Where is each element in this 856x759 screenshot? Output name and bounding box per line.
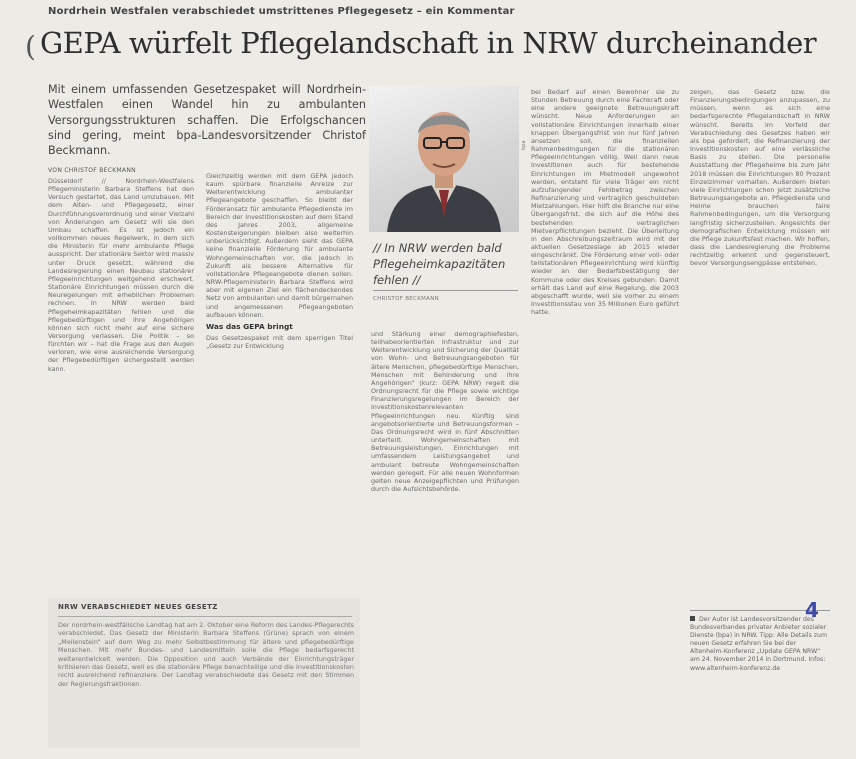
author-info-text: Der Autor ist Landesvorsitzender des Bundesverbandes privater Anbieter sozialer Dienste (bpa) in NRW. Tipp: Alle Details zum neuen Gesetz erfahren Sie bei der Altenheim-Konferenz „Update GEPA NRW“ am 24. November 2014 in Dortmund. Infos: www.altenheim-konferenz.de bbox=[690, 616, 827, 672]
quote-divider bbox=[373, 290, 518, 291]
decorative-bracket-icon: ( bbox=[25, 30, 36, 63]
pull-quote-source: CHRISTOF BECKMANN bbox=[373, 296, 440, 302]
sidebar-box-title: NRW VERABSCHIEDET NEUES GESETZ bbox=[58, 603, 218, 611]
article-column-4 bbox=[531, 88, 679, 748]
author-info bbox=[690, 616, 830, 748]
photo-credit: bpa bbox=[521, 140, 527, 150]
portrait-icon bbox=[369, 86, 519, 232]
article-author: VON CHRISTOF BECKMANN bbox=[48, 167, 136, 174]
article-lead: Mit einem umfassenden Gesetzespaket will Nordrhein-Westfalen einen Wandel hin zu ambulanten Versorgungsstrukturen schaffen. Die Erfolgschancen sind gering, meint bpa-Landesvorsitzender Christof Beckmann. bbox=[48, 83, 366, 158]
column-2-text: Gleichzeitig werden mit dem GEPA jedoch kaum spürbare finanzielle Anreize zur Weiterentwicklung ambulanter Pflegeangebote geschaffen. So bleibt der Förderansatz für ambulante Pflegedienste im Bereich der Investitionskosten auf dem Stand des Jahres 2003, allgemeine Kostensteigerungen bleiben also weiterhin unberücksichtigt. Außerdem sieht das GEPA keine finanzielle Förderung für ambulante Wohngemeinschaften vor, die jedoch in Zukunft als bessere Alternative für vollstationäre Pflegeangebote dienen sollen. NRW-Pflegeministerin Barbara Steffens wird aber mit eigenen Ziel ein flächendeckendes Netz von ambulanten und damit bürgernahen und angemessenen Pflegeangeboten aufbauen können. bbox=[206, 172, 353, 319]
handwritten-page-mark: 4 bbox=[805, 598, 819, 622]
column-3-text: und Stärkung einer demographiefesten, teilhabeorientierten Infrastruktur und zur Weiterentwicklung und Sicherung der Qualität von Wohn- und Betreuungsangeboten für ältere Menschen, pflegebedürftige Menschen, Menschen mit Behinderung und ihre Angehörigen“ (kurz: GEPA NRW) regelt die Ordnungsrecht für die Pflege sowie wichtige Finanzierungsregelungen im Bereich der investitionskostenrelevanten Pflegeeinrichtungen neu. Künftig sind angebotsorientierte und Betreuungsformen – Das Ordnungsrecht wird in fünf Abschnitten unterteilt. Wohngemeinschaften mit Betreuungsleistungen, Einrichtungen mit umfassendem Leistungsangebot und ambulant betreute Wohngemeinschaften werden geregelt. Für alle neuen Wohnformen gelten neue Anzeigepflichten und Prüfungen durch die Aufsichtsbehörde. bbox=[371, 330, 519, 493]
article-column-5 bbox=[690, 88, 830, 608]
article-column-1 bbox=[48, 177, 194, 577]
pull-quote: // In NRW werden bald Pflegeheimkapazitäten fehlen // bbox=[373, 241, 506, 287]
column-5-text: zeigen, das Gesetz bzw. die Finanzierungsbedingungen anzupassen, zu müssen, wenn es sich eine bedarfsgerechte Pflegelandschaft in NRW wünscht. Bereits im Vorfeld der Verabschiedung des Gesetzes haben wir als bpa gefordert, die Refinanzierung der Investitionskosten auf eine verlässliche Basis zu stellen. Die personelle Ausstattung der Pflegeheime bis zum Jahr 2018 müssen die Einrichtungen 80 Prozent Einzelzimmer vorhalten. Außerdem bieten viele Einrichtungen schon jetzt zusätzliche Betreuungsangebote an. Pflegedienste und Heime brauchen faire Rahmenbedingungen, um die Versorgung langfristig sicherzustellen. Angesichts der demografischen Entwicklung müssen wir die Pflege zukunftsfest machen. Wir hoffen, dass die Landesregierung die Probleme rechtzeitig erkennt und gegensteuert, bevor Versorgungsengpässe entstehen. bbox=[690, 88, 830, 268]
article-headline: GEPA würfelt Pflegelandschaft in NRW durcheinander bbox=[40, 26, 817, 60]
article-column-3 bbox=[371, 330, 519, 748]
sidebar-box-text: Der nordrhein-westfälische Landtag hat am 2. Oktober eine Reform des Landes-Pflegerechts verabschiedet. Das Gesetz der Ministerin Barbara Steffens (Grüne) sprach von einem „Meilenstein“ auf dem Weg zu mehr Selbstbestimmung für ältere und pflegebedürftige Menschen. Mit mehr Bundes- und Landesmitteln solle die Pflege bedarfsgerecht weiterentwickelt werden. Die Opposition und auch Verbände der Einrichtungsträger kritisieren das Gesetz, weil es die stationäre Pflege benachteilige und die Investitionskosten nicht ausreichend refinanziere. Der Landtag verabschiedete das Gesetz mit den Stimmen der Regierungsfraktionen. bbox=[58, 621, 354, 688]
article-column-2 bbox=[206, 172, 353, 572]
author-photo bbox=[369, 86, 519, 232]
column-2-heading: Was das GEPA bringt bbox=[206, 321, 293, 331]
column-1-text: Düsseldorf // Nordrhein-Westfalens Pflegeministerin Barbara Steffens hat den Versuch gestartet, das Land umzubauen. Mit dem Alten- und Pflegegesetz, einer Durchführungsverordnung und einer Vielzahl von Änderungen am Gesetz will sie den Umbau schaffen. Es ist jedoch ein vollkommen neues Regelwerk, in dem sich die Ministerin für mehr ambulante Pflege ausspricht. Der stationäre Sektor wird massiv unter Druck gesetzt, während die Landesregierung einen Neubau stationärer Pflegeeinrichtungen weitgehend erschwert. Stationäre Einrichtungen müssen durch die Neuregelungen mit erheblichen Problemen rechnen. In NRW werden bald Pflegeheimkapazitäten fehlen und die Pflegebedürftigen und ihre Angehörigen können sich nicht mehr auf eine sichere Versorgung verlassen. Die Politik – so fürchten wir – hat die Frage aus den Augen verloren, wie eine ausreichende Versorgung der Pflegebedürftigen sichergestellt werden kann. bbox=[48, 177, 194, 373]
sidebar-box-divider bbox=[58, 616, 352, 617]
column-2-tail: Das Gesetzespaket mit dem sperrigen Titel „Gesetz zur Entwicklung bbox=[206, 333, 353, 351]
article-kicker: Nordrhein Westfalen verabschiedet umstrittenes Pflegegesetz – ein Kommentar bbox=[48, 6, 515, 17]
column-4-text: bei Bedarf auf einen Bewohner sie zu Stunden Betreuung durch eine Fachkraft oder eine andere geeignete Betreuungskraft wünscht. Neue Anforderungen an vollstationäre Einrichtungen innerhalb einer knappen Übergangsfrist von nur fünf Jahren ansetzen soll, die finanziellen Rahmenbedingungen für die stationären Pflegeeinrichtungen völlig. Weil dann neue Investitionen auch für bestehende Einrichtungen im Mietmodell ungewohnt werden, entsteht für viele Träger ein nicht aufzufangender Fehlbetrag zwischen Refinanzierung und vertraglich geschuldeten Mietzahlungen. Hier hilft die Branche nur eine Übergangsfrist, die sich auf die Höhe des bestehenden vertraglichen Mietverpflichtungen bezieht. Die Überleitung in den Abschreibungszeitraum wird mit der aktuellen Gesetzeslage ab 2015 wieder eingeschränkt. Die Förderung einer voll- oder teilstationären Pflegeeinrichtung wird künftig wieder an der Bedarfsbestätigung der Kommune oder des Kreises gebunden. Damit erhält das Land auf eine Regelung, die 2003 abgeschafft wurde, weil sie vorher zu einem Investitionsstau von 35 Millionen Euro geführt hatte. bbox=[531, 88, 679, 317]
square-bullet-icon bbox=[690, 616, 695, 621]
